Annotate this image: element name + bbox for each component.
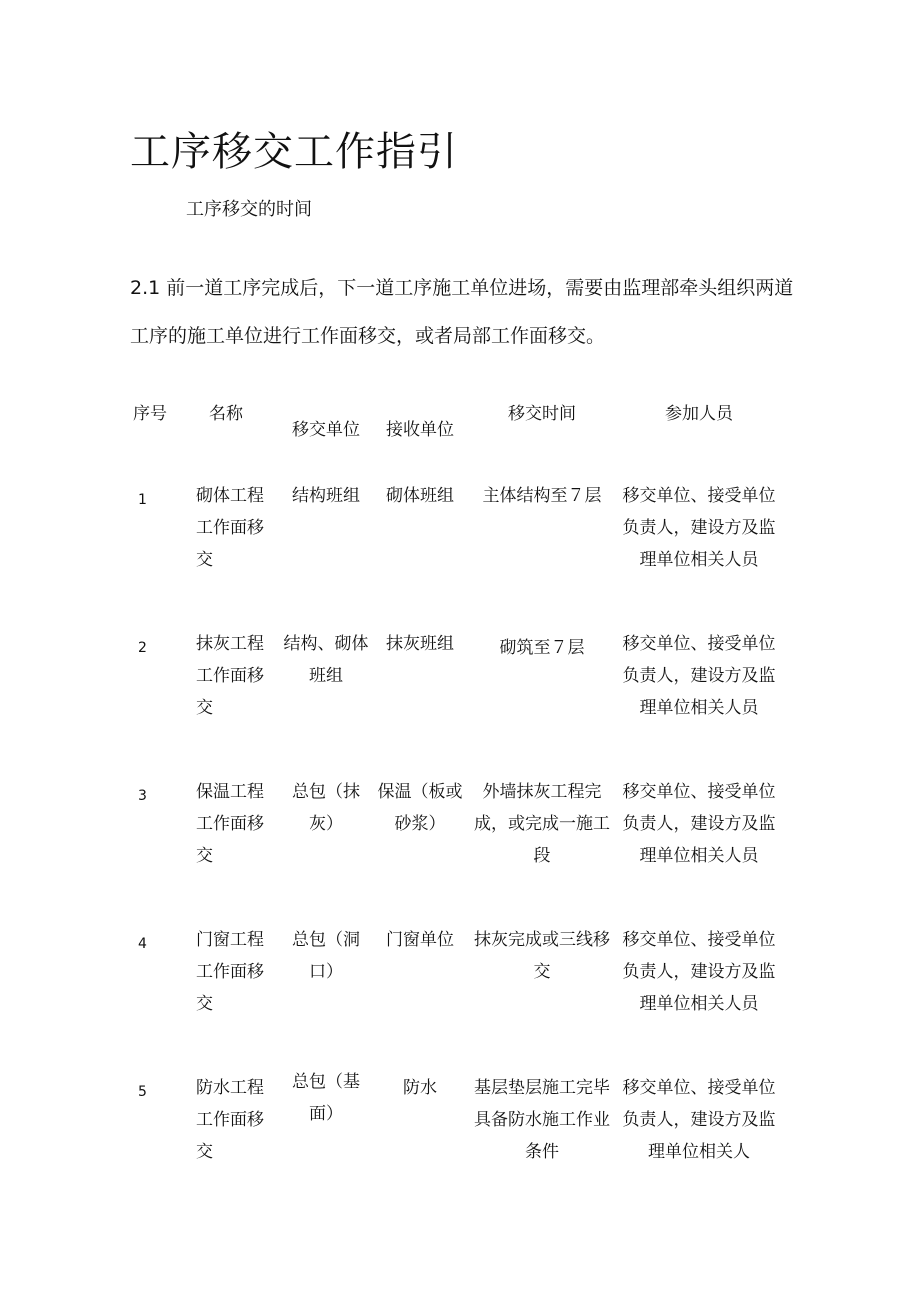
row-from: 结构班组	[292, 486, 360, 506]
header-participants: 参加人员	[665, 404, 733, 424]
row-participants: 移交单位、接受单位负责人，建设方及监理单位相关人员	[622, 930, 776, 1014]
row-name: 保温工程工作面移交	[196, 782, 264, 866]
row-participants: 移交单位、接受单位负责人，建设方及监理单位相关人员	[622, 782, 776, 866]
row-from: 总包（抹灰）	[292, 782, 360, 834]
table-row	[130, 924, 810, 1072]
row-time: 抹灰完成或三线移交	[474, 930, 610, 982]
row-to: 防水	[403, 1078, 437, 1098]
row-participants: 移交单位、接受单位负责人，建设方及监理单位相关人	[622, 1078, 776, 1162]
table-row	[130, 776, 810, 924]
row-to: 砌体班组	[386, 486, 454, 506]
header-no: 序号	[133, 404, 167, 424]
page-title: 工序移交工作指引	[130, 129, 458, 175]
row-to: 门窗单位	[386, 930, 454, 950]
row-from: 结构、砌体班组	[283, 634, 369, 686]
row-participants: 移交单位、接受单位负责人，建设方及监理单位相关人员	[622, 486, 776, 570]
header-to: 接收单位	[386, 420, 454, 440]
row-name: 砌体工程工作面移交	[196, 486, 264, 570]
row-participants: 移交单位、接受单位负责人，建设方及监理单位相关人员	[622, 634, 776, 718]
row-no: 4	[138, 936, 147, 952]
row-name: 防水工程工作面移交	[196, 1078, 264, 1162]
body-paragraph: 2.1 前一道工序完成后，下一道工序施工单位进场，需要由监理部牵头组织两道工序的施工单位进行工作面移交，或者局部工作面移交。	[130, 277, 794, 347]
table-row	[130, 1072, 810, 1220]
row-no: 5	[138, 1084, 147, 1100]
row-name: 抹灰工程工作面移交	[196, 634, 264, 718]
header-from: 移交单位	[292, 420, 360, 440]
section-heading: 工序移交的时间	[186, 199, 312, 220]
row-no: 2	[138, 640, 147, 656]
table-row	[130, 480, 810, 628]
row-to: 保温（板或砂浆）	[377, 782, 463, 834]
row-from: 总包（洞口）	[292, 930, 360, 982]
row-time: 主体结构至７层	[482, 486, 602, 506]
row-name: 门窗工程工作面移交	[196, 930, 264, 1014]
header-name: 名称	[209, 404, 243, 424]
row-no: 3	[138, 788, 147, 804]
row-time: 外墙抹灰工程完成，或完成一施工段	[474, 782, 610, 866]
table-row	[130, 628, 810, 776]
table-header-row	[130, 398, 810, 480]
header-time: 移交时间	[508, 404, 576, 424]
row-to: 抹灰班组	[386, 634, 454, 654]
handover-table	[130, 398, 810, 1220]
row-no: 1	[138, 492, 147, 508]
row-time: 砌筑至７层	[499, 638, 585, 658]
row-time: 基层垫层施工完毕具备防水施工作业条件	[474, 1078, 610, 1162]
row-from: 总包（基面）	[292, 1072, 360, 1124]
